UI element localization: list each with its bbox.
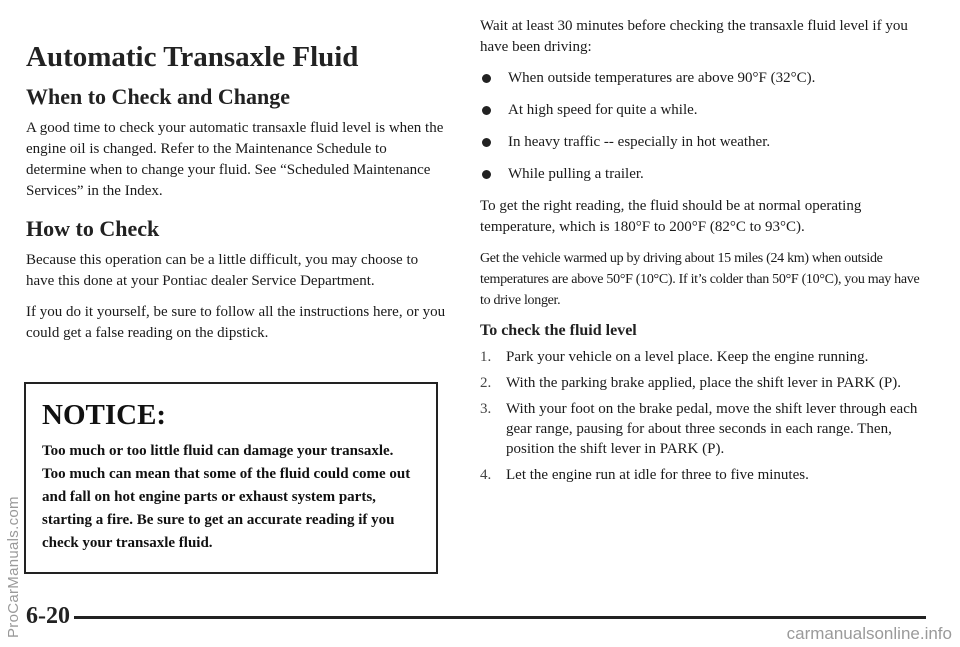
right-column xyxy=(480,16,925,491)
how-to-check-heading: How to Check xyxy=(26,216,160,241)
list-item: While pulling a trailer. xyxy=(480,164,925,185)
when-to-check-text: A good time to check your automatic transaxle fluid level is when the engine oil is changed. Refer to the Maintenance Schedule to determine when to change your fluid. See “Scheduled Maintenance Services” in the Index. xyxy=(26,120,444,199)
list-item: When outside temperatures are above 90°F (32°C). xyxy=(480,68,925,89)
how-to-check-paragraph-2: If you do it yourself, be sure to follow all the instructions here, or you could get a false reading on the dipstick. xyxy=(26,304,446,341)
notice-title: NOTICE: xyxy=(42,399,167,431)
when-to-check-heading: When to Check and Change xyxy=(26,84,291,109)
step-item: 3. With your foot on the brake pedal, move the shift lever through each gear range, pausing for about three seconds in each range. Then, position the shift lever in PARK (P). xyxy=(480,401,918,457)
step-item: 2. With the parking brake applied, place the shift lever in PARK (P). xyxy=(480,375,901,391)
list-item: At high speed for quite a while. xyxy=(480,100,925,121)
bullet-icon xyxy=(482,74,491,83)
bottom-watermark: carmanualsonline.info xyxy=(786,624,952,643)
page-number: 6-20 xyxy=(26,603,70,629)
warmup-text: Get the vehicle warmed up by driving about 15 miles (24 km) when outside temperatures are above 50°F (10°C). If it’s colder than 50°F (10°C), you may have to drive longer. xyxy=(480,251,920,308)
list-item: In heavy traffic -- especially in hot weather. xyxy=(480,132,925,153)
notice-box xyxy=(24,382,438,574)
page-title: Automatic Transaxle Fluid xyxy=(26,41,359,73)
bullet-icon xyxy=(482,170,491,179)
conditions-list xyxy=(480,68,925,185)
footer-rule xyxy=(74,616,926,619)
wait-intro-text: Wait at least 30 minutes before checking the transaxle fluid level if you have been driving: xyxy=(480,18,908,55)
bullet-icon xyxy=(482,138,491,147)
check-fluid-heading: To check the fluid level xyxy=(480,322,637,339)
step-item: 1. Park your vehicle on a level place. Keep the engine running. xyxy=(480,349,869,365)
left-column xyxy=(26,40,446,354)
step-item: 4. Let the engine run at idle for three to five minutes. xyxy=(480,467,809,483)
notice-body: Too much or too little fluid can damage your transaxle. Too much can mean that some of the fluid could come out and fall on hot engine parts or exhaust system parts, starting a fire. Be sure to get an accurate reading if you check your transaxle fluid. xyxy=(42,443,411,551)
how-to-check-paragraph-1: Because this operation can be a little difficult, you may choose to have this done at your Pontiac dealer Service Department. xyxy=(26,252,419,289)
check-steps-list xyxy=(480,347,925,485)
operating-temperature-text: To get the right reading, the fluid should be at normal operating temperature, which is 180°F to 200°F (82°C to 93°C). xyxy=(480,198,862,235)
side-watermark: ProCarManuals.com xyxy=(5,496,22,638)
bullet-icon xyxy=(482,106,491,115)
